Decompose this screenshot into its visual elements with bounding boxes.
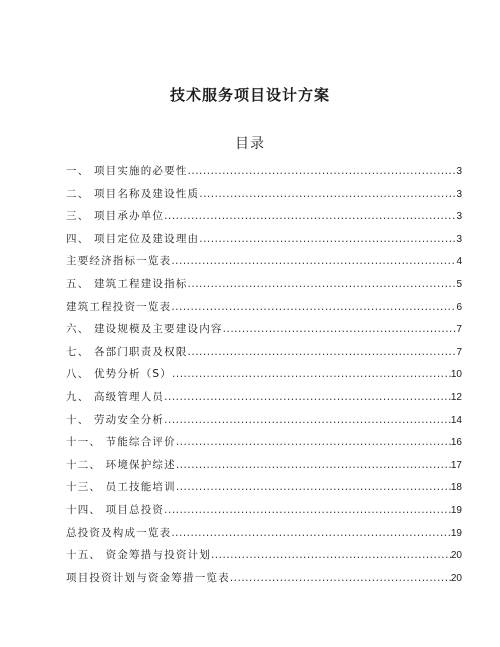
- dot-leader: [188, 160, 457, 183]
- toc-entry[interactable]: [66, 454, 462, 477]
- dot-leader: [176, 476, 451, 499]
- toc-entry-page: 10: [450, 369, 462, 381]
- toc-entry[interactable]: [66, 250, 462, 273]
- dot-leader: [171, 522, 451, 545]
- toc-entry-label: 二、 项目名称及建设性质: [66, 187, 200, 200]
- toc-entry[interactable]: [66, 160, 462, 183]
- toc-entry-page: 20: [450, 550, 462, 562]
- toc-entry[interactable]: [66, 522, 462, 545]
- toc-entry[interactable]: [66, 567, 462, 590]
- toc-entry[interactable]: [66, 341, 462, 364]
- dot-leader: [164, 499, 451, 522]
- toc-entry[interactable]: [66, 476, 462, 499]
- toc-entry[interactable]: [66, 386, 462, 409]
- toc-entry-page: 19: [450, 527, 462, 539]
- toc-entry-label: 十、 劳动安全分析: [66, 413, 165, 426]
- toc-entry[interactable]: [66, 228, 462, 251]
- toc-heading: 目录: [235, 136, 265, 152]
- toc-entry-page: 3: [456, 188, 462, 200]
- toc-entry-label: 十四、 项目总投资: [66, 503, 165, 516]
- toc-entry-label: 一、 项目实施的必要性: [66, 165, 188, 177]
- toc-entry-page: 18: [450, 482, 462, 494]
- dot-leader: [199, 183, 456, 206]
- toc-entry-page: 6: [456, 301, 462, 313]
- toc-entry-label: 十二、 环境保护综述: [66, 458, 176, 471]
- toc-entry-page: 7: [456, 346, 462, 358]
- toc-entry-label: 总投资及构成一览表: [66, 526, 172, 539]
- dot-leader: [199, 228, 456, 251]
- toc-entry-page: 3: [456, 211, 462, 223]
- toc-entry[interactable]: [66, 183, 462, 206]
- toc-entry[interactable]: [66, 409, 462, 432]
- toc-entry[interactable]: [66, 296, 462, 319]
- toc-entry-label: 三、 项目承办单位: [66, 210, 165, 223]
- toc-entry-label: 五、 建筑工程建设指标: [66, 277, 188, 290]
- toc-entry-page: 14: [450, 414, 462, 426]
- dot-leader: [172, 363, 451, 386]
- toc-entry-page: 20: [450, 572, 462, 584]
- toc-entry-label: 四、 项目定位及建设理由: [66, 232, 200, 245]
- toc-entry-label: 十三、 员工技能培训: [66, 481, 176, 494]
- toc-entry-page: 3: [456, 166, 462, 177]
- dot-leader: [171, 296, 456, 319]
- toc-entry-page: 19: [450, 504, 462, 516]
- toc-entry-page: 12: [450, 391, 462, 403]
- toc-entry[interactable]: [66, 431, 462, 454]
- dot-leader: [211, 544, 451, 567]
- toc-entry-page: 7: [456, 324, 462, 336]
- toc-entry-page: 16: [450, 437, 462, 449]
- toc-entry-label: 六、 建设规模及主要建设内容: [66, 323, 223, 336]
- dot-leader: [230, 567, 451, 590]
- toc-entry[interactable]: [66, 318, 462, 341]
- dot-leader: [164, 386, 451, 409]
- toc-entry-label: 十五、 资金筹措与投资计划: [66, 549, 211, 562]
- dot-leader: [223, 318, 457, 341]
- toc-entry-page: 4: [456, 256, 462, 268]
- toc-entry[interactable]: [66, 544, 462, 567]
- dot-leader: [164, 205, 456, 228]
- dot-leader: [164, 409, 451, 432]
- dot-leader: [176, 431, 451, 454]
- toc-entry[interactable]: [66, 499, 462, 522]
- toc-entry-page: 5: [456, 278, 462, 290]
- toc-entry[interactable]: [66, 363, 462, 386]
- dot-leader: [176, 454, 451, 477]
- toc-entry-label: 七、 各部门职责及权限: [66, 345, 188, 358]
- toc-entry-page: 3: [456, 233, 462, 245]
- dot-leader: [188, 341, 457, 364]
- toc-entry-label: 项目投资计划与资金筹措一览表: [66, 571, 230, 584]
- toc-entry-page: 17: [450, 459, 462, 471]
- toc-entry-label: 主要经济指标一览表: [66, 255, 172, 268]
- table-of-contents: [66, 160, 462, 589]
- toc-entry[interactable]: [66, 273, 462, 296]
- toc-entry[interactable]: [66, 205, 462, 228]
- dot-leader: [188, 273, 457, 296]
- toc-entry-label: 十一、 节能综合评价: [66, 436, 176, 449]
- document-title: 技术服务项目设计方案: [169, 86, 330, 104]
- dot-leader: [171, 250, 456, 273]
- toc-entry-label: 建筑工程投资一览表: [66, 300, 172, 313]
- toc-entry-label: 八、 优势分析（S）: [66, 368, 173, 381]
- toc-entry-label: 九、 高级管理人员: [66, 390, 165, 403]
